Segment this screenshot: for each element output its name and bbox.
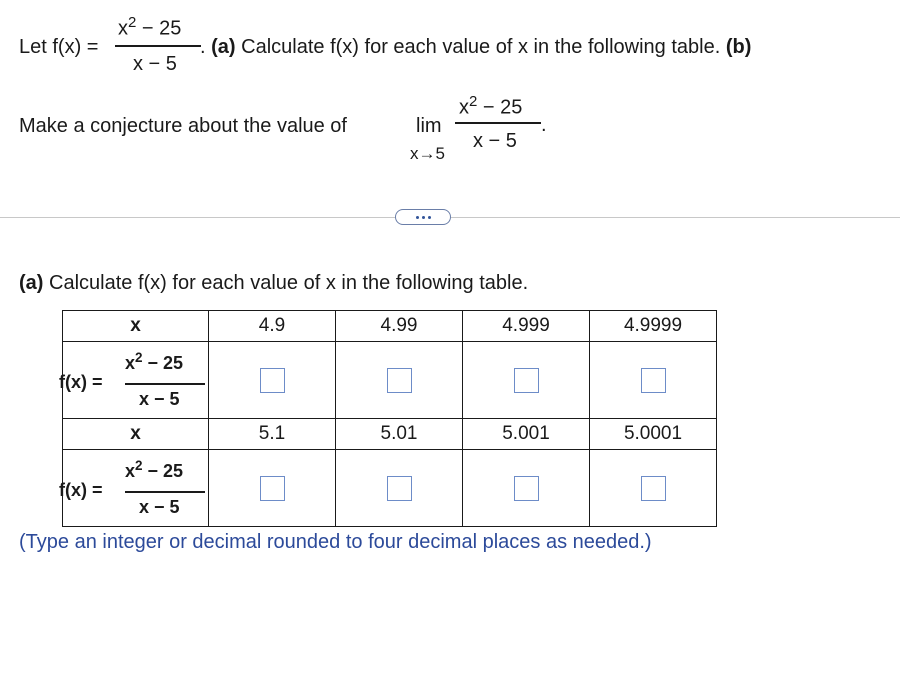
separator-left — [0, 217, 395, 218]
answer-input-box[interactable] — [387, 368, 412, 393]
fraction-bar — [115, 45, 201, 47]
answer-input-box[interactable] — [514, 368, 539, 393]
answer-cell — [336, 450, 463, 527]
let-label: Let f(x) = — [19, 36, 99, 58]
answer-cell — [590, 450, 717, 527]
limit-numerator: $x^2 - 25$ — [459, 93, 523, 119]
x-value: 5.0001 — [590, 419, 717, 450]
x-value: 4.99 — [336, 311, 463, 342]
answer-input-box[interactable] — [260, 368, 285, 393]
answer-cell — [590, 342, 717, 419]
table-row — [63, 311, 717, 342]
limit-fraction-bar — [455, 122, 541, 124]
answer-input-box[interactable] — [641, 368, 666, 393]
fx-fraction-bar — [125, 383, 205, 385]
answer-cell — [463, 450, 590, 527]
fx-label: f(x) = — [59, 480, 103, 500]
answer-input-box[interactable] — [260, 476, 285, 501]
dot-icon — [422, 216, 425, 219]
x-value: 5.01 — [336, 419, 463, 450]
x-value: 5.1 — [209, 419, 336, 450]
fx-header — [59, 342, 209, 419]
table-row — [63, 450, 717, 527]
x-header: x — [63, 311, 209, 342]
period: . — [541, 114, 547, 136]
fx-denominator: x − 5 — [139, 497, 180, 517]
table-row — [63, 419, 717, 450]
limit-denominator: x − 5 — [473, 130, 517, 152]
section-a-heading: (a) Calculate f(x) for each value of x in the following table. — [19, 272, 529, 294]
dot-icon — [428, 216, 431, 219]
values-table — [59, 310, 717, 527]
fx-numerator: $x^2 - 25$ — [125, 350, 184, 373]
fx-denominator: x − 5 — [139, 389, 180, 409]
fraction-numerator: $x^2 - 25$ — [118, 14, 182, 40]
lim-subscript: x→5 — [410, 144, 445, 163]
answer-cell — [209, 342, 336, 419]
table-row — [63, 342, 717, 419]
fx-label: f(x) = — [59, 372, 103, 392]
answer-cell — [209, 450, 336, 527]
answer-cell — [336, 342, 463, 419]
answer-cell — [463, 342, 590, 419]
answer-input-box[interactable] — [641, 476, 666, 501]
lim-word: lim — [416, 115, 442, 137]
conjecture-text: Make a conjecture about the value of — [19, 115, 347, 137]
x-value: 5.001 — [463, 419, 590, 450]
x-value: 4.999 — [463, 311, 590, 342]
separator-right — [451, 217, 900, 218]
fx-numerator: $x^2 - 25$ — [125, 458, 184, 481]
x-value: 4.9999 — [590, 311, 717, 342]
answer-input-box[interactable] — [387, 476, 412, 501]
fx-header — [59, 450, 209, 527]
instruction-note: (Type an integer or decimal rounded to four decimal places as needed.) — [19, 531, 652, 553]
fx-fraction-bar — [125, 491, 205, 493]
x-header: x — [63, 419, 209, 450]
expand-more-button[interactable] — [395, 209, 451, 225]
dot-icon — [416, 216, 419, 219]
x-value: 4.9 — [209, 311, 336, 342]
fraction-denominator: x − 5 — [133, 53, 177, 75]
answer-input-box[interactable] — [514, 476, 539, 501]
part-a-prompt: . (a) Calculate f(x) for each value of x in the following table. (b) — [200, 36, 752, 58]
